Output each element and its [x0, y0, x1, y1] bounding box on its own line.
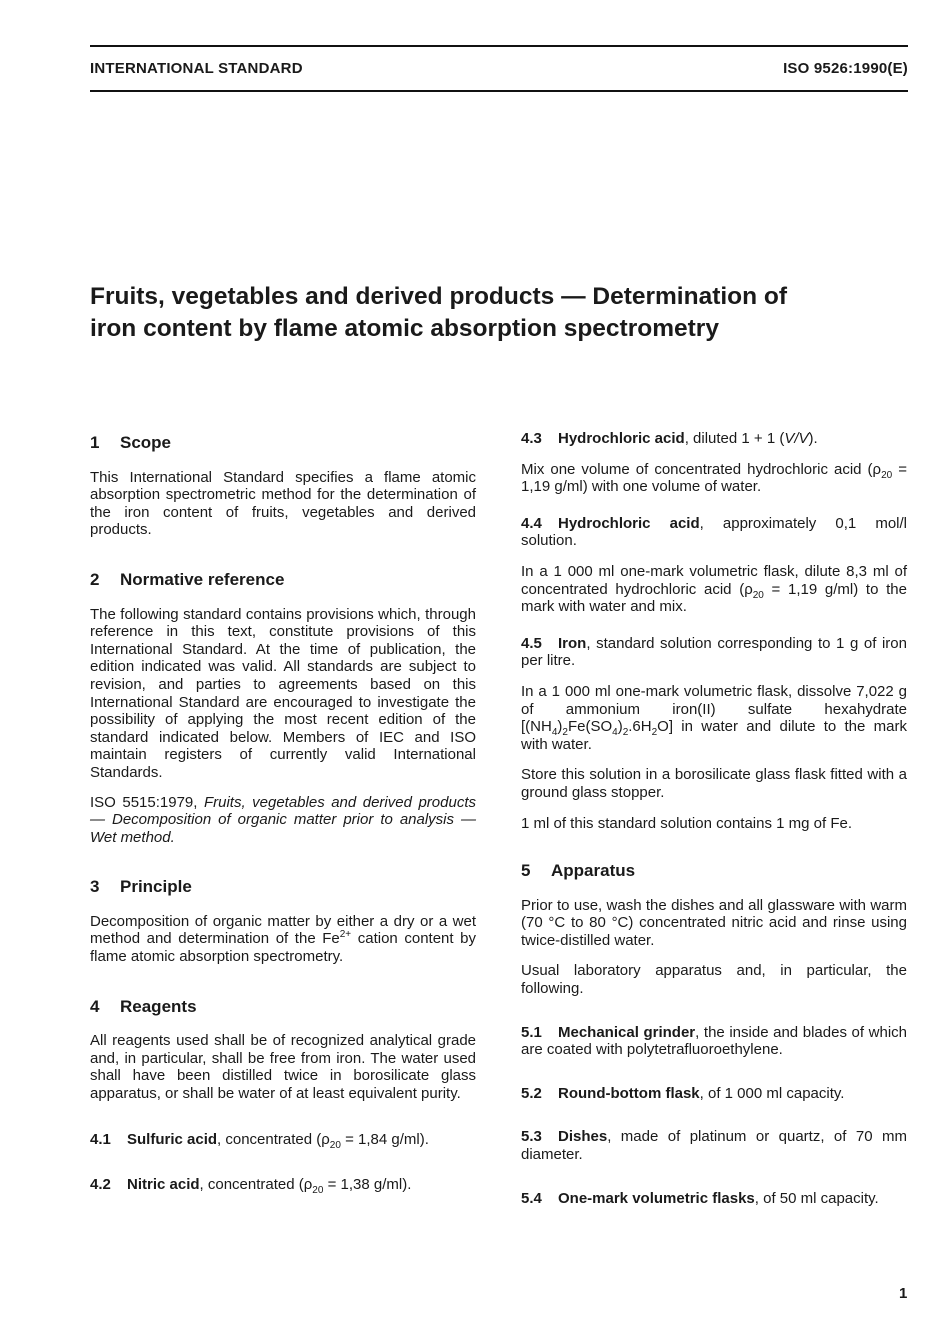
left-column — [90, 430, 476, 1197]
section-3-paragraph: Decomposition of organic matter by either a dry or a wet method and determination of the $Fe^{2+}$ cation content by flame atomic absorption spectrometry. — [90, 912, 476, 966]
reference-title: Fruits, vegetables and derived products — Decomposition of organic matter prior to analysis — Wet method. — [90, 793, 476, 846]
reference-id: ISO 5515:1979, — [90, 793, 198, 811]
clause-5-2: 5.2 Round-bottom flask, of 1 000 ml capacity. — [521, 1084, 845, 1102]
section-5-paragraph-2: Usual laboratory apparatus and, in particular, the following. — [521, 962, 907, 998]
clause-4-4: 4.4 Hydrochloric acid, approximately 0,1 mol/l solution. — [521, 514, 907, 550]
section-1-paragraph: This International Standard specifies a flame atomic absorption spectrometric method for the determination of the iron content of fruits, vegetables and derived products. — [90, 468, 476, 539]
document-title — [90, 281, 890, 345]
clause-4-3-text: Mix one volume of concentrated hydrochloric acid ($\rho_{20} = 1,19$ g/ml) with one volume of water. — [521, 460, 907, 496]
section-2-paragraph: The following standard contains provisions which, through reference in this text, constitute provisions of this International Standard. At the time of publication, the edition indicated was valid. All standards are subject to revision, and parties to agreements based on this International Standard are encouraged to investigate the possibility of applying the most recent edition of the standard indicated below. Members of IEC and ISO maintain registers of currently valid International Standards. — [90, 605, 476, 781]
clause-4-5-text-3: 1 ml of this standard solution contains 1 mg of Fe. — [521, 814, 853, 832]
header-standard-number: ISO 9526:1990(E) — [783, 60, 908, 77]
title-line-1: Fruits, vegetables and derived products — Determination of — [90, 283, 788, 310]
section-5-heading: 5 Apparatus — [521, 861, 636, 881]
section-4-heading: 4 Reagents — [90, 996, 197, 1016]
header-standard-type: INTERNATIONAL STANDARD — [90, 60, 303, 77]
section-2-heading: 2 Normative reference — [90, 569, 285, 589]
header-bottom-rule — [90, 90, 908, 92]
clause-4-5-text-2: Store this solution in a borosilicate glass flask fitted with a ground glass stopper. — [521, 766, 907, 801]
header-top-rule — [90, 45, 908, 47]
right-column — [521, 430, 907, 1207]
clause-4-4-text: In a 1 000 ml one-mark volumetric flask, dilute 8,3 ml of concentrated hydrochloric acid ($\rho_{20} = 1,19$ g/ml) to the mark with water and mix. — [521, 562, 907, 616]
clause-5-3: 5.3 Dishes, made of platinum or quartz, of 70 mm diameter. — [521, 1128, 907, 1164]
clause-5-1: 5.1 Mechanical grinder, the inside and blades of which are coated with polytetrafluoroethylene. — [521, 1023, 907, 1059]
title-line-2: iron content by flame atomic absorption spectrometry — [90, 315, 719, 342]
page-number: 1 — [899, 1285, 908, 1302]
clause-4-5-text-1: In a 1 000 ml one-mark volumetric flask, dissolve 7,022 g of ammonium iron(II) sulfate hexahydrate $[(NH_4)_2Fe(SO_4)_2.6H_2O]$ in water and dilute to the mark with water. — [521, 682, 907, 753]
section-2-reference — [90, 794, 476, 847]
section-4-paragraph: All reagents used shall be of recognized analytical grade and, in particular, shall be free from iron. The water used shall have been distilled twice in borosilicate glass apparatus, or shall be water of at least equivalent purity. — [90, 1032, 476, 1103]
section-5-paragraph-1: Prior to use, wash the dishes and all glassware with warm (70 °C to 80 °C) concentrated nitric acid and rinse using twice-distilled water. — [521, 896, 907, 949]
clause-4-1: 4.1 Sulfuric acid, concentrated ($\rho_{20} = 1,84$ g/ml). — [90, 1130, 429, 1151]
clause-5-4: 5.4 One-mark volumetric flasks, of 50 ml capacity. — [521, 1189, 879, 1207]
section-3-heading: 3 Principle — [90, 877, 192, 897]
clause-4-3: 4.3 Hydrochloric acid, diluted 1 + 1 (V/V). — [521, 430, 818, 447]
clause-4-2: 4.2 Nitric acid, concentrated ($\rho_{20} = 1,38$ g/ml). — [90, 1176, 412, 1197]
section-1-heading: 1 Scope — [90, 433, 172, 452]
clause-4-5: 4.5 Iron, standard solution corresponding to 1 g of iron per litre. — [521, 634, 907, 670]
